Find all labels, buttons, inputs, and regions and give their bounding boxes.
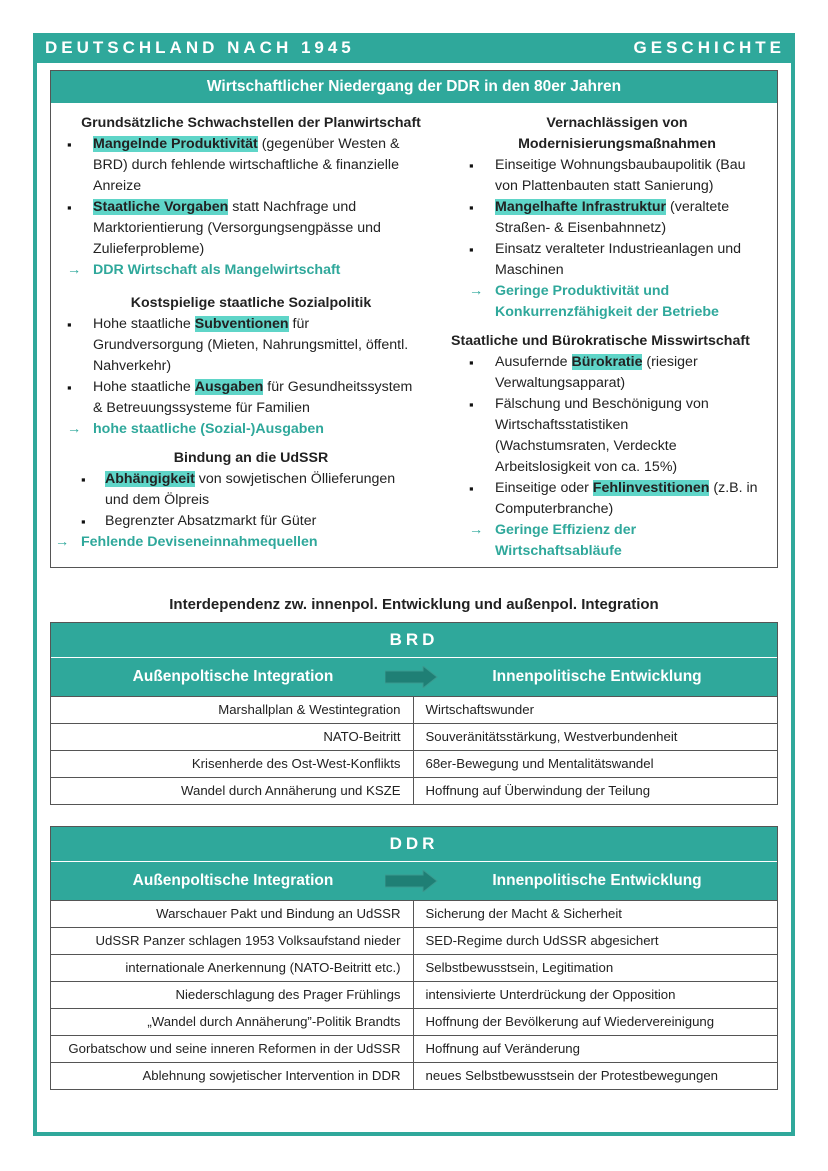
table-header [51,862,777,901]
column-header-left: Außenpoltische Integration [132,668,334,685]
cell-foreign-integration: Krisenherde des Ost-West-Konflikts [51,751,414,777]
list-item: ▪ Mangelhafte Infrastruktur (veraltete Straßen- & Eisenbahnnetz) [457,197,777,239]
list-item: ▪ Begrenzter Absatzmarkt für Güter [55,511,447,532]
table-body [51,901,777,1089]
ddr-table [50,826,778,1090]
interdependence-subtitle: Interdependenz zw. innenpol. Entwicklung und außenpol. Integration [169,596,659,613]
table-row [51,955,777,982]
cell-domestic-development: SED-Regime durch UdSSR abgesichert [425,933,659,948]
cell-domestic-development: Hoffnung auf Veränderung [425,1041,580,1056]
box-title: Wirtschaftlicher Niedergang der DDR in den 80er Jahren [51,71,777,103]
list-item: ▪ Fälschung und Beschönigung von Wirtschaftsstatistiken (Wachstumsraten, Verdeckte Arbeitslosigkeit von ca. 15%) [457,394,777,478]
header-subject: GESCHICHTE [633,38,785,57]
column-header-left: Außenpoltische Integration [132,872,334,889]
header-title: DEUTSCHLAND NACH 1945 [45,38,355,57]
table-title: BRD [51,623,777,658]
list-item: ▪ Hohe staatliche Subventionen für Grundversorgung (Mieten, Nahrungsmittel, öffentl. Nahverkehr) [55,314,447,377]
cell-domestic-development: Sicherung der Macht & Sicherheit [425,906,622,921]
table-body [51,697,777,804]
cell-foreign-integration: NATO-Beitritt [51,724,414,750]
arrow-icon: → [469,522,484,538]
right-column [451,113,777,562]
header-bar [33,33,795,63]
list-item: ▪ Einseitige Wohnungsbaubaupolitik (Bau von Plattenbauten statt Sanierung) [457,155,777,197]
cell-foreign-integration: Wandel durch Annäherung und KSZE [51,778,414,804]
ddr-economy-box [50,70,778,568]
cell-domestic-development: neues Selbstbewusstsein der Protestbewegungen [425,1068,719,1083]
section-title: Kostspielige staatliche Sozialpolitik [130,295,372,311]
list-item: ▪ Einseitige oder Fehlinvestitionen (z.B. in Computerbranche) [457,478,777,520]
list-item: ▪ Hohe staatliche Ausgaben für Gesundheitssystem & Betreuungssysteme für Familien [55,377,447,419]
table-header [51,658,777,697]
list-item: ▪ Staatliche Vorgaben statt Nachfrage und Marktorientierung (Versorgungsengpässe und Zulieferprobleme) [55,197,447,260]
table-row [51,982,777,1009]
cell-foreign-integration: Niederschlagung des Prager Frühlings [51,982,414,1008]
section-title: Grundsätzliche Schwachstellen der Planwirtschaft [81,115,421,131]
cell-domestic-development: Selbstbewusstsein, Legitimation [425,960,614,975]
conclusion-arrow: → Fehlende Deviseneinnahmequellen [55,532,447,553]
column-header-right: Innenpolitische Entwicklung [492,668,702,685]
list-item: ▪ Abhängigkeit von sowjetischen Öllieferungen und dem Ölpreis [55,469,447,511]
section-title: Bindung an die UdSSR [173,450,329,466]
section-title: Vernachlässigen von Modernisierungsmaßnahmen [518,115,716,152]
table-row [51,697,777,724]
arrow-icon: → [67,421,82,437]
column-header-right: Innenpolitische Entwicklung [492,872,702,889]
cell-foreign-integration: UdSSR Panzer schlagen 1953 Volksaufstand nieder [51,928,414,954]
table-row [51,901,777,928]
arrow-icon: → [469,283,484,299]
list-item: ▪ Einsatz veralteter Industrieanlagen und Maschinen [457,239,777,281]
table-row [51,928,777,955]
arrow-icon: → [55,534,70,550]
conclusion-arrow: → Geringe Effizienz der Wirtschaftsabläufe [469,522,637,559]
table-row [51,1063,777,1089]
table-title: DDR [51,827,777,862]
table-row [51,778,777,804]
list-item: ▪ Mangelnde Produktivität (gegenüber Westen & BRD) durch fehlende wirtschaftliche & finanzielle Anreize [55,134,447,197]
arrow-icon: → [67,262,82,278]
table-row [51,1009,777,1036]
conclusion-arrow: → hohe staatliche (Sozial-)Ausgaben [55,419,447,440]
left-column [55,113,447,553]
cell-domestic-development: Wirtschaftswunder [425,702,534,717]
cell-domestic-development: Hoffnung der Bevölkerung auf Wiedervereinigung [425,1014,715,1029]
cell-domestic-development: Souveränitätsstärkung, Westverbundenheit [425,729,678,744]
cell-foreign-integration: Gorbatschow und seine inneren Reformen in der UdSSR [51,1036,414,1062]
cell-foreign-integration: „Wandel durch Annäherung”-Politik Brandts [51,1009,414,1035]
conclusion-arrow: → DDR Wirtschaft als Mangelwirtschaft [55,260,447,281]
cell-foreign-integration: internationale Anerkennung (NATO-Beitritt etc.) [51,955,414,981]
table-row [51,751,777,778]
conclusion-arrow: → Geringe Produktivität und Konkurrenzfähigkeit der Betriebe [469,283,719,320]
cell-domestic-development: 68er-Bewegung und Mentalitätswandel [425,756,654,771]
brd-table [50,622,778,805]
list-item: ▪ Ausufernde Bürokratie (riesiger Verwaltungsapparat) [457,352,777,394]
table-row [51,724,777,751]
cell-foreign-integration: Warschauer Pakt und Bindung an UdSSR [51,901,414,927]
section-title: Staatliche und Bürokratische Misswirtschaft [451,333,750,349]
table-row [51,1036,777,1063]
cell-domestic-development: intensivierte Unterdrückung der Opposition [425,987,676,1002]
cell-domestic-development: Hoffnung auf Überwindung der Teilung [425,783,651,798]
cell-foreign-integration: Ablehnung sowjetischer Intervention in DDR [51,1063,414,1089]
cell-foreign-integration: Marshallplan & Westintegration [51,697,414,723]
